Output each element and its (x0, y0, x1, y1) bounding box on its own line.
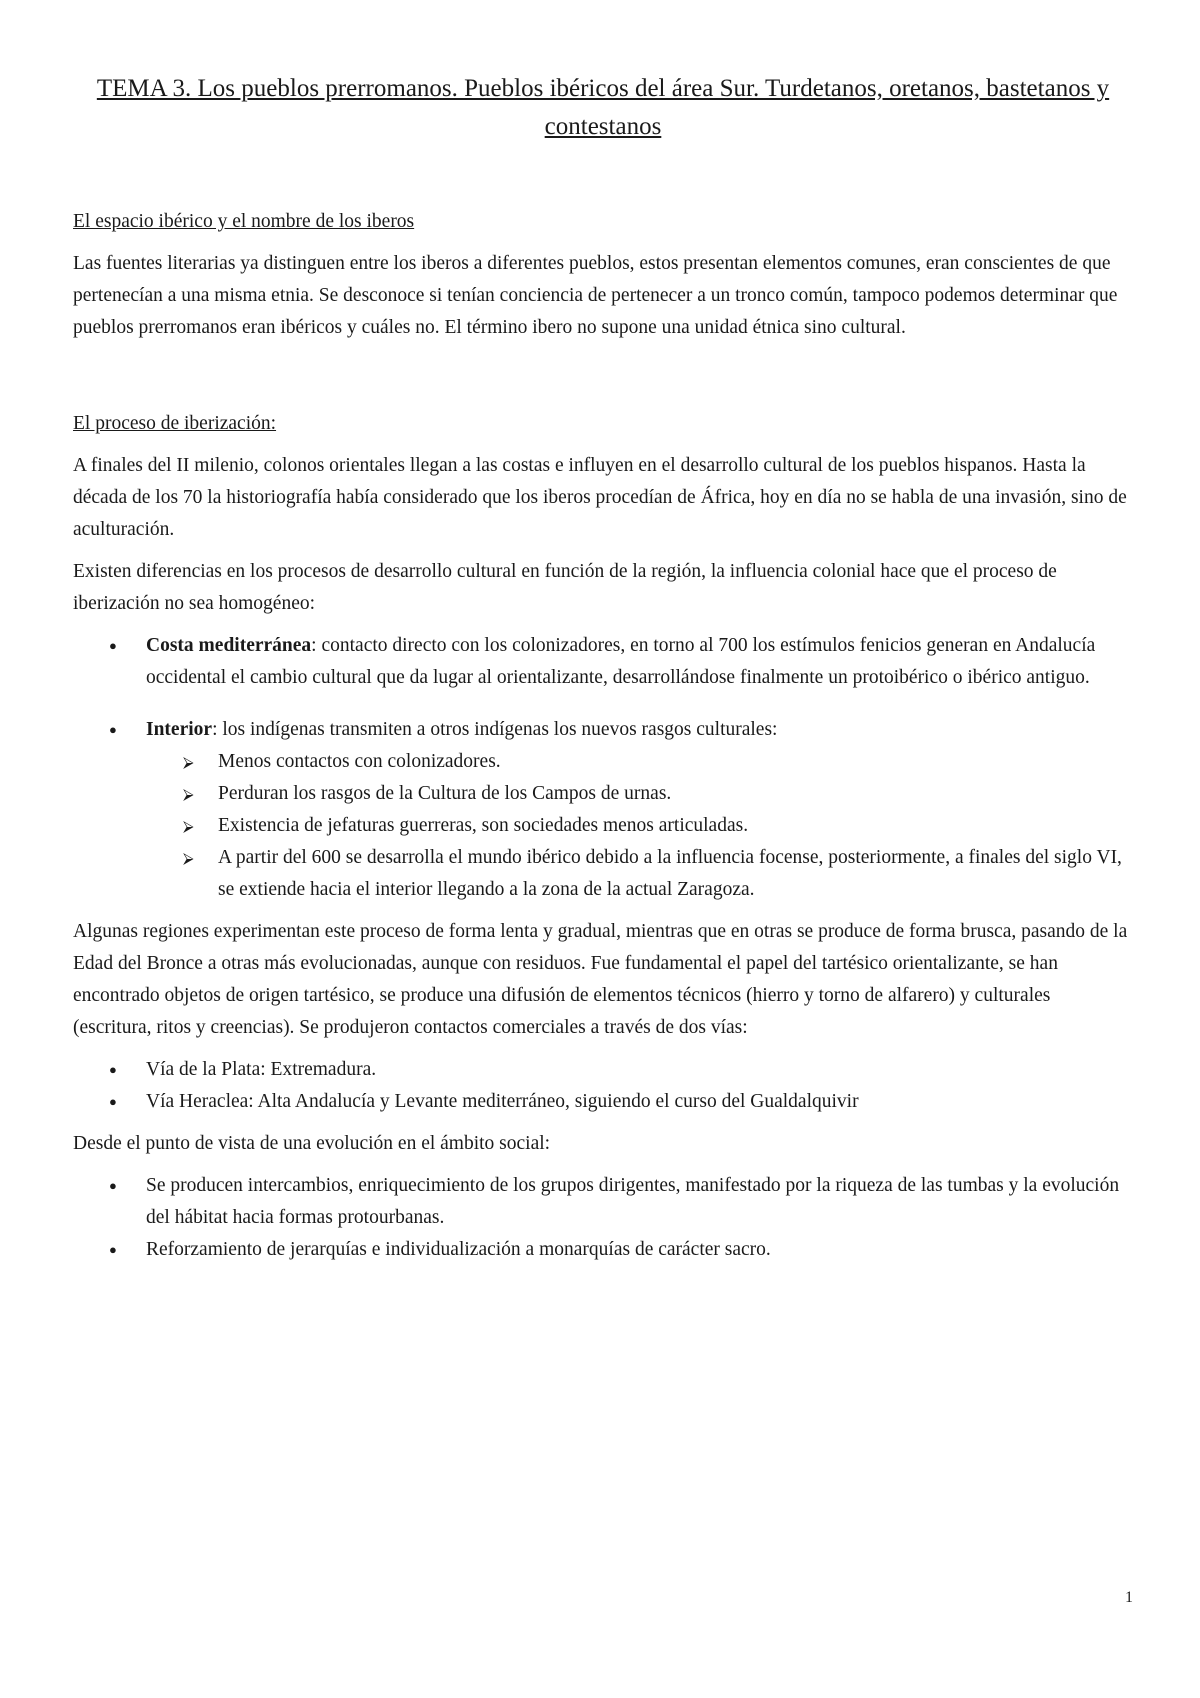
vias-list (73, 1054, 1133, 1118)
interior-text: : los indígenas transmiten a otros indígenas los nuevos rasgos culturales: (212, 719, 778, 740)
list-item-via-plata: ● Vía de la Plata: Extremadura. (73, 1054, 1133, 1086)
paragraph-espacio-iberico: Las fuentes literarias ya distinguen entre los iberos a diferentes pueblos, estos presentan elementos comunes, eran conscientes de que pertenecían a una misma etnia. Se desconoce si tenían conciencia de pertenecer a un tronco común, tampoco podemos determinar que pueblos prerromanos eran ibéricos y cuáles no. El término ibero no supone una unidad étnica sino cultural. (73, 253, 1118, 338)
list-item-jerarquias: ● Reforzamiento de jerarquías e individualización a monarquías de carácter sacro. (73, 1234, 1133, 1266)
costa-label: Costa mediterránea (146, 635, 312, 656)
arrow-bullet-icon: ⮚ (183, 753, 194, 771)
interior-sublist (146, 746, 1133, 906)
page-number: 1 (1125, 1589, 1133, 1606)
arrow-bullet-icon: ⮚ (183, 785, 194, 803)
costa-text: : contacto directo con los colonizadores, en torno al 700 los estímulos fenicios generan en Andalucía occidental el cambio cultural que da lugar al orientalizante, desarrollándose finalmente un protoibérico o ibérico antiguo. (146, 635, 1096, 688)
social-list (73, 1170, 1133, 1266)
paragraph-evolucion-social: Desde el punto de vista de una evolución en el ámbito social: (73, 1133, 551, 1154)
paragraph-regiones: Algunas regiones experimentan este proceso de forma lenta y gradual, mientras que en otras se produce de forma brusca, pasando de la Edad del Bronce a otras más evolucionadas, aunque con residuos. Fue fundamental el papel del tartésico orientalizante, se han encontrado objetos de origen tartésico, se produce una difusión de elementos técnicos (hierro y torno de alfarero) y culturales (escritura, ritos y creencias). Se produjeron contactos comerciales a través de dos vías: (73, 921, 1128, 1038)
list-item: ⮚ Perduran los rasgos de la Cultura de los Campos de urnas. (73, 778, 1133, 810)
list-item-intercambios: ● Se producen intercambios, enriquecimiento de los grupos dirigentes, manifestado por la riqueza de las tumbas y la evolución del hábitat hacia formas protourbanas. (73, 1170, 1133, 1234)
region-list (73, 630, 1133, 906)
interior-label: Interior (146, 719, 213, 740)
section-heading-proceso-iberizacion: El proceso de iberización: (73, 413, 277, 434)
document-title: TEMA 3. Los pueblos prerromanos. Pueblos ibéricos del área Sur. Turdetanos, oretanos, bastetanos y contestanos (96, 75, 1110, 140)
list-item: ⮚ Existencia de jefaturas guerreras, son sociedades menos articuladas. (73, 810, 1133, 842)
document-page (73, 70, 1133, 1276)
arrow-bullet-icon: ⮚ (183, 849, 194, 867)
section-heading-espacio-iberico: El espacio ibérico y el nombre de los iberos (73, 211, 415, 232)
arrow-bullet-icon: ⮚ (183, 817, 194, 835)
list-item: ⮚ A partir del 600 se desarrolla el mundo ibérico debido a la influencia focense, posteriormente, a finales del siglo VI, se extiende hacia el interior llegando a la zona de la actual Zaragoza. (73, 842, 1133, 906)
paragraph-diferencias: Existen diferencias en los procesos de desarrollo cultural en función de la región, la influencia colonial hace que el proceso de iberización no sea homogéneo: (73, 561, 1057, 614)
list-item: ⮚ Menos contactos con colonizadores. (73, 746, 1133, 778)
list-item-interior (73, 714, 1133, 906)
paragraph-finales-milenio: A finales del II milenio, colonos orientales llegan a las costas e influyen en el desarrollo cultural de los pueblos hispanos. Hasta la década de los 70 la historiografía había considerado que los iberos procedían de África, hoy en día no se habla de una invasión, sino de aculturación. (73, 455, 1127, 540)
list-item-costa (73, 630, 1133, 694)
list-item-via-heraclea: ● Vía Heraclea: Alta Andalucía y Levante mediterráneo, siguiendo el curso del Gualdalquivir (73, 1086, 1133, 1118)
